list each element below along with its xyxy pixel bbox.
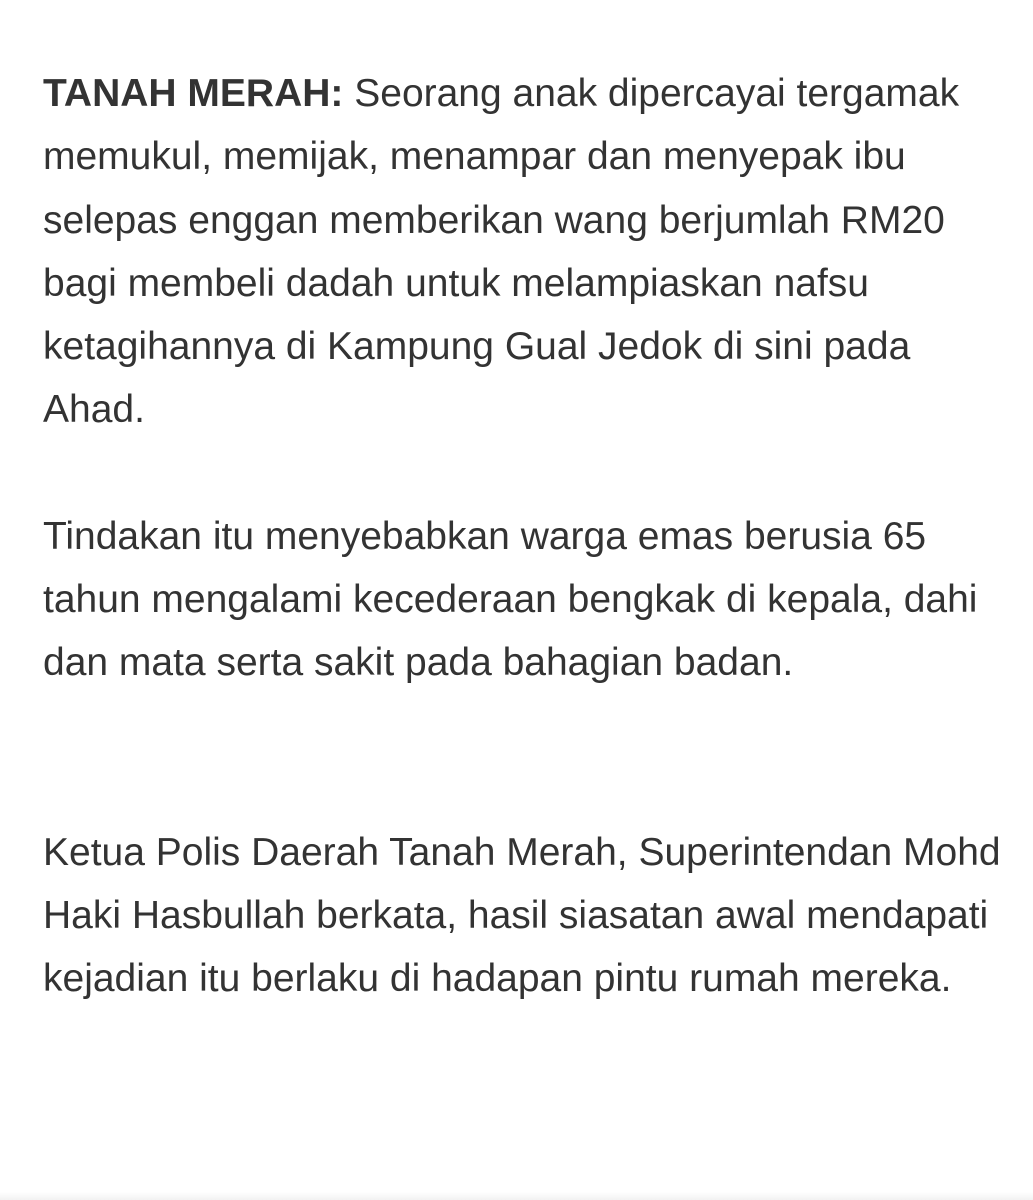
article-paragraph xyxy=(43,505,1003,695)
paragraph-text: Tindakan itu menyebabkan warga emas berusia 65 tahun mengalami kecederaan bengkak di kepala, dahi dan mata serta sakit pada bahagian badan. xyxy=(43,514,978,685)
dateline: TANAH MERAH: xyxy=(43,72,344,115)
article-paragraph xyxy=(43,821,1003,1011)
paragraph-text: Seorang anak dipercayai tergamak memukul, memijak, menampar dan menyepak ibu selepas enggan memberikan wang berjumlah RM20 bagi membeli dadah untuk melampiaskan nafsu ketagihannya di Kampung Gual Jedok di sini pada Ahad. xyxy=(43,72,960,432)
article-body xyxy=(43,62,1003,1011)
page-bottom-edge xyxy=(0,1192,1033,1200)
paragraph-text: Ketua Polis Daerah Tanah Merah, Superintendan Mohd Haki Hasbullah berkata, hasil siasatan awal mendapati kejadian itu berlaku di hadapan pintu rumah mereka. xyxy=(43,830,1001,1001)
article-paragraph xyxy=(43,62,1003,442)
